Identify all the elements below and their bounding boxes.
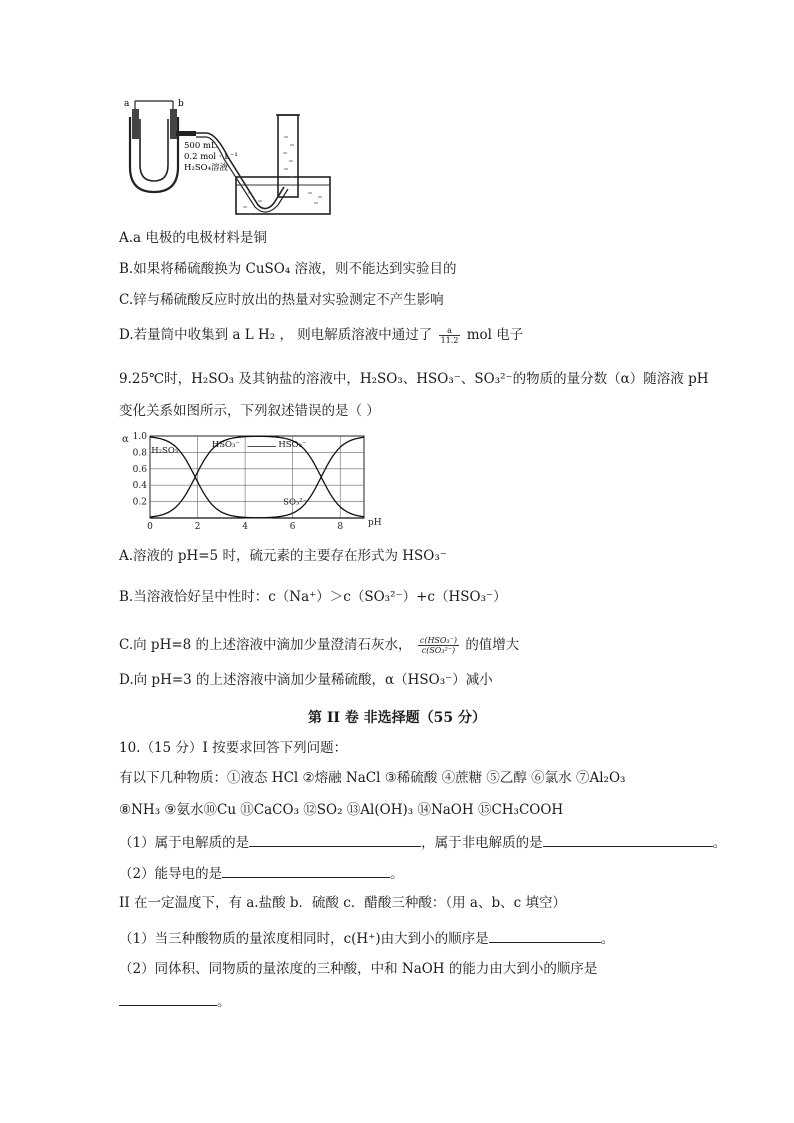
answer-blank-h-order[interactable] [489,928,601,943]
curve-so3 [150,437,364,518]
label-so3: SO₃²⁻ [283,497,308,508]
fraction-numerator: a [439,326,461,336]
q9-option-b: B.当溶液恰好呈中性时：c（Na⁺）＞c（SO₃²⁻）+c（HSO₃⁻） [119,589,507,605]
x-tick-label: 0 [147,522,153,532]
q9-option-c-tail: 的值增大 [465,637,520,653]
q10-part-ii: II 在一定温度下，有 a.盐酸 b．硫酸 c．醋酸三种酸：（用 a、b、c 填空） [119,895,566,911]
y-tick-label: 0.6 [132,464,147,475]
q9-option-d: D.向 pH=3 的上述溶液中滴加少量稀硫酸，α（HSO₃⁻）减小 [119,672,493,688]
x-tick-label: 4 [242,522,248,532]
electrode-b [170,109,177,139]
label-a: a [124,99,130,109]
y-tick-label: 0.8 [132,448,147,459]
curve-hso3 [150,436,364,517]
q10-ii1 [119,928,614,948]
q10-stem: 10.（15 分）I 按要求回答下列问题： [119,740,348,756]
electrolysis-apparatus-figure [118,97,332,217]
q10-sub1 [119,832,726,852]
solution-label-2: 0.2 mol · L⁻¹ [184,152,238,162]
q10-sub2 [119,863,404,883]
answer-blank-conductive[interactable] [222,863,390,878]
plot-frame [150,436,364,518]
q8-option-d-fraction [439,326,461,345]
q10-sub1-end: 。 [712,835,727,851]
q9-option-a: A.溶液的 pH=5 时，硫元素的主要存在形式为 HSO₃⁻ [119,548,447,564]
q10-sub2-end: 。 [390,866,404,882]
q10-ii2-end: 。 [217,994,231,1010]
label-h2so3: H₂SO₃ [151,445,179,456]
x-tick-label: 6 [289,522,296,532]
label-b: b [178,99,184,109]
q10-substances-line2: ⑧NH₃ ⑨氨水⑩Cu ⑪CaCO₃ ⑫SO₂ ⑬Al(OH)₃ ⑭NaOH ⑮CH₃COOH [119,802,564,818]
q10-ii1-label: （1）当三种酸物质的量浓度相同时，c(H⁺)由大到小的顺序是 [119,931,489,947]
electrode-a [132,109,139,139]
q9-option-c-text: C.向 pH=8 的上述溶液中滴加少量澄清石灰水， [119,637,412,653]
q8-option-a: A.a 电极的电极材料是铜 [119,230,267,246]
x-tick-label: 2 [194,522,201,532]
q10-ii1-end: 。 [600,931,615,947]
answer-blank-naoh-order[interactable] [119,991,217,1006]
q8-option-d-unit: mol 电子 [466,327,524,343]
part-ii-title: 第 II 卷 非选择题（55 分） [307,710,487,726]
q8-option-d [119,326,523,345]
q10-sub1-label: （1）属于电解质的是 [119,835,250,851]
q9-stem-line2: 变化关系如图所示，下列叙述错误的是（ ） [119,403,380,419]
answer-blank-electrolytes[interactable] [249,832,421,847]
q10-sub2-label: （2）能导电的是 [119,866,223,882]
y-axis-label: α [122,434,129,445]
q9-stem-line1: 9.25℃时，H₂SO₃ 及其钠盐的溶液中，H₂SO₃、HSO₃⁻、SO₃²⁻的物质的量分数（α）随溶液 pH [119,371,709,387]
q8-option-d-text: D.若量筒中收集到 a L H₂ ， 则电解质溶液中通过了 [119,327,433,343]
fraction-numerator: c(HSO₃⁻) [419,636,458,645]
answer-blank-nonelectrolytes[interactable] [543,832,713,847]
label-hso3-right: HSO₃⁻ [278,440,307,451]
q10-sub1-mid: ，属于非电解质的是 [421,835,543,851]
fraction-denominator: 11.2 [440,336,459,345]
q8-option-b: B.如果将稀硫酸换为 CuSO₄ 溶液，则不能达到实验目的 [119,261,457,277]
water-trough [236,177,330,214]
q10-substances-line1: 有以下几种物质：①液态 HCl ②熔融 NaCl ③稀硫酸 ④蔗糖 ⑤乙醇 ⑥氯水 ⑦Al₂O₃ [119,770,626,786]
curve-h2so3 [150,437,364,518]
q8-option-c: C.锌与稀硫酸反应时放出的热量对实验测定不产生影响 [119,292,444,308]
fraction-denominator: c(SO₃²⁻) [421,646,456,655]
distribution-chart [118,428,388,534]
x-tick-label: 8 [337,522,344,532]
solution-label-1: 500 mL [184,141,217,151]
q10-ii2: （2）同体积、同物质的量浓度的三种酸，中和 NaOH 的能力由大到小的顺序是 [119,961,598,977]
x-axis-label: pH [368,518,382,528]
q10-ii2-answer [119,991,231,1011]
q9-option-c [119,636,519,655]
y-tick-label: 0.2 [132,497,147,508]
q9-option-c-fraction [418,636,459,655]
label-hso3-left: HSO₃⁻ [211,440,240,451]
solution-label-3: H₂SO₄溶液 [184,163,229,173]
y-tick-label: 1.0 [132,432,147,442]
y-tick-label: 0.4 [132,481,147,492]
